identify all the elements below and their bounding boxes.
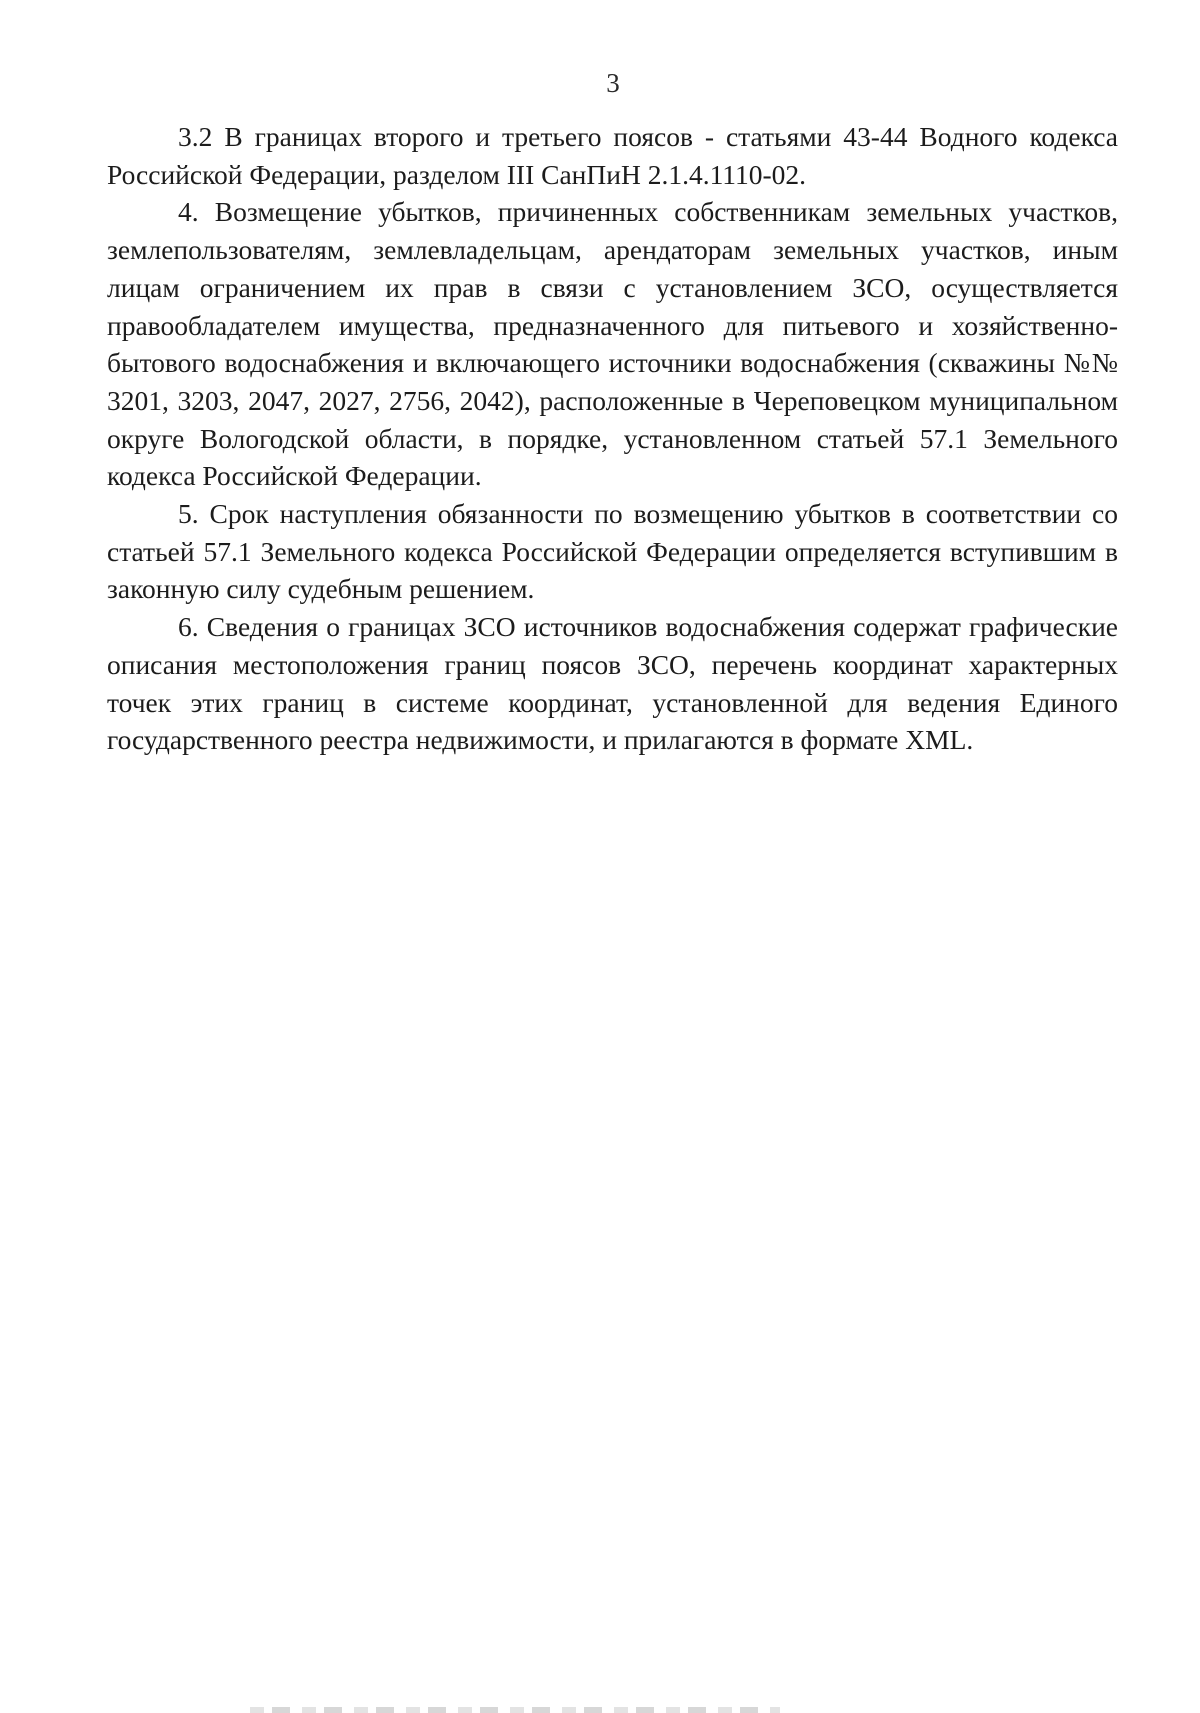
paragraph-6: 6. Сведения о границах ЗСО источников водоснабжения содержат графические описания местоположения границ поясов ЗСО, перечень координат характерных точек этих границ в системе координат, установленной для ведения Единого государственного реестра недвижимости, и прилагаются в формате XML. [107, 611, 1118, 756]
page-number: 3 [606, 68, 620, 98]
paragraph-4: 4. Возмещение убытков, причиненных собственникам земельных участков, землепользователям, землевладельцам, арендаторам земельных участков, иным лицам ограничением их прав в связи с установлением ЗСО, осуществляется правообладателем имущества, предназначенного для питьевого и хозяйственно-бытового водоснабжения и включающего источники водоснабжения (скважины №№ 3201, 3203, 2047, 2027, 2756, 2042), расположенные в Череповецком муниципальном округе Вологодской области, в порядке, установленном статьей 57.1 Земельного кодекса Российской Федерации. [107, 196, 1118, 492]
document-body [107, 118, 1118, 759]
scan-artifact [250, 1707, 780, 1713]
paragraph-5: 5. Срок наступления обязанности по возмещению убытков в соответствии со статьей 57.1 Земельного кодекса Российской Федерации определяется вступившим в законную силу судебным решением. [107, 498, 1118, 605]
paragraph-3-2: 3.2 В границах второго и третьего поясов - статьями 43-44 Водного кодекса Российской Федерации, разделом III СанПиН 2.1.4.1110-02. [107, 121, 1118, 190]
